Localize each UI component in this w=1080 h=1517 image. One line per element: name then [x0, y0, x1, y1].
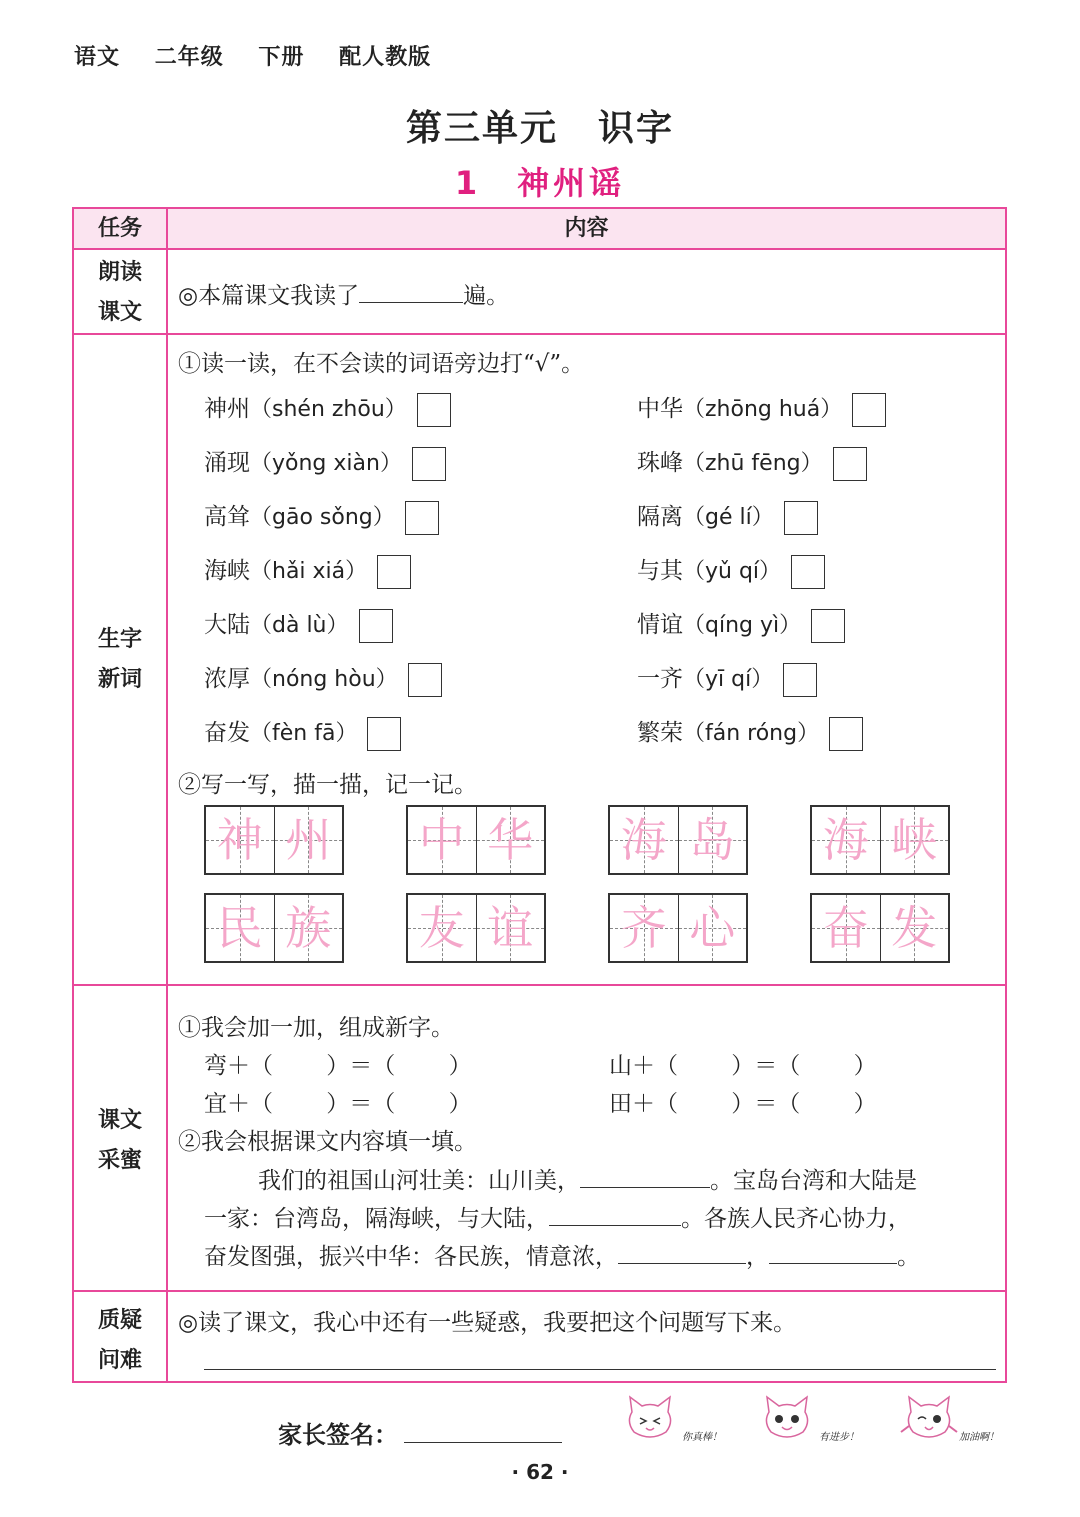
vocab-pinyin: （nóng hòu）	[250, 667, 398, 692]
vocab-hanzi: 隔离	[637, 504, 683, 530]
sticker-caption-1: 你真棒！	[682, 1432, 722, 1443]
tian-grid-cell[interactable]	[881, 895, 949, 961]
unit-name: 第三单元	[405, 108, 558, 149]
vocab-item	[204, 444, 446, 482]
row-label-words-2: 新词	[97, 667, 142, 692]
header-subject: 语文	[74, 45, 121, 70]
fill-text: 奋发图强，振兴中华：各民族，情意浓，	[204, 1244, 618, 1270]
trace-character: 发	[891, 901, 938, 955]
vocab-pinyin: （zhū fēng）	[683, 451, 823, 476]
read-count-line	[178, 277, 509, 310]
vocab-item	[204, 714, 401, 752]
trace-character: 谊	[487, 901, 534, 955]
trace-character: 神	[216, 813, 263, 867]
vocab-hanzi: 涌现	[204, 450, 250, 476]
check-box[interactable]	[829, 717, 863, 751]
tian-grid[interactable]	[608, 893, 748, 963]
vocab-pinyin: （gāo sǒng）	[250, 505, 395, 530]
tian-grid-cell[interactable]	[610, 895, 679, 961]
check-box[interactable]	[412, 447, 446, 481]
gather-instruction-2: ②我会根据课文内容填一填。	[178, 1129, 477, 1155]
check-box[interactable]	[852, 393, 886, 427]
vocab-pinyin: （dà lù）	[250, 613, 349, 638]
check-box[interactable]	[833, 447, 867, 481]
tian-grid[interactable]	[204, 805, 344, 875]
fill-text: 。宝岛台湾和大陆是	[710, 1168, 917, 1194]
vocab-hanzi: 海峡	[204, 558, 250, 584]
row-label-gather-2: 采蜜	[97, 1148, 142, 1173]
header-volume: 下册	[258, 45, 305, 70]
vocab-pinyin: （yǔ qí）	[683, 559, 782, 584]
tian-grid-cell[interactable]	[812, 807, 881, 873]
tian-grid[interactable]	[406, 893, 546, 963]
row-label-read-2: 课文	[97, 300, 142, 325]
vocab-hanzi: 情谊	[637, 612, 683, 638]
header-grade: 二年级	[154, 45, 224, 70]
tian-grid-cell[interactable]	[275, 895, 343, 961]
vocab-hanzi: 神州	[204, 396, 250, 422]
sign-blank[interactable]	[404, 1424, 562, 1443]
fill-line-2	[204, 1200, 911, 1233]
vocab-item	[637, 552, 825, 590]
lesson-name: 神州谣	[517, 164, 626, 202]
vocab-pinyin: （fèn fā）	[250, 721, 358, 746]
vocab-pinyin: （gé lí）	[683, 505, 774, 530]
cat-icon	[620, 1392, 680, 1447]
tian-grid-cell[interactable]	[679, 807, 747, 873]
header-content: 内容	[564, 216, 609, 241]
tian-grid-cell[interactable]	[477, 895, 545, 961]
fill-text: 。各族人民齐心协力，	[681, 1206, 911, 1232]
tian-grid-cell[interactable]	[610, 807, 679, 873]
add-equation-2[interactable]: 山＋（ ）＝（ ）	[609, 1053, 877, 1079]
sticker-caption-3: 加油啊！	[959, 1432, 999, 1443]
trace-character: 中	[418, 813, 465, 867]
vocab-hanzi: 高耸	[204, 504, 250, 530]
read-text-before: ◎本篇课文我读了	[178, 283, 360, 309]
tian-grid[interactable]	[810, 805, 950, 875]
unit-topic: 识字	[598, 108, 675, 149]
doubt-answer-line[interactable]	[204, 1369, 996, 1370]
vocab-item	[637, 606, 845, 644]
fill-text: 一家：台湾岛，隔海峡，与大陆，	[204, 1206, 549, 1232]
row-label-read-1: 朗读	[97, 260, 142, 285]
trace-character: 华	[487, 813, 534, 867]
trace-character: 海	[822, 813, 869, 867]
read-count-blank[interactable]	[359, 284, 463, 303]
vocab-hanzi: 繁荣	[637, 720, 683, 746]
row-label-doubt-2: 问难	[97, 1348, 142, 1373]
gather-instruction-1: ①我会加一加，组成新字。	[178, 1015, 454, 1041]
check-box[interactable]	[405, 501, 439, 535]
fill-blank[interactable]	[618, 1245, 746, 1264]
column-divider	[166, 209, 168, 1381]
book-header	[74, 40, 457, 71]
cat-icon	[897, 1392, 961, 1447]
vocab-hanzi: 一齐	[637, 666, 683, 692]
words-instruction-2: ②写一写，描一描，记一记。	[178, 772, 477, 798]
tian-grid[interactable]	[608, 805, 748, 875]
trace-character: 心	[689, 901, 736, 955]
sticker-cat-2	[757, 1392, 877, 1452]
vocab-hanzi: 与其	[637, 558, 683, 584]
tian-grid[interactable]	[204, 893, 344, 963]
vocab-hanzi: 中华	[637, 396, 683, 422]
trace-character: 齐	[620, 901, 667, 955]
vocab-item	[637, 390, 886, 428]
row-divider	[74, 984, 1005, 986]
vocab-pinyin: （qíng yì）	[683, 613, 802, 638]
vocab-item	[637, 714, 863, 752]
vocab-pinyin: （fán róng）	[683, 721, 820, 746]
row-divider	[74, 1290, 1005, 1292]
check-box[interactable]	[359, 609, 393, 643]
fill-line-1	[258, 1162, 917, 1195]
check-box[interactable]	[791, 555, 825, 589]
fill-text: ，	[746, 1244, 769, 1270]
tian-grid-cell[interactable]	[408, 895, 477, 961]
add-equation-1[interactable]: 弯＋（ ）＝（ ）	[204, 1053, 472, 1079]
lesson-title	[0, 158, 1080, 204]
check-box[interactable]	[811, 609, 845, 643]
sticker-cat-3	[897, 1392, 1017, 1452]
trace-character: 民	[216, 901, 263, 955]
sticker-caption-2: 有进步！	[819, 1432, 859, 1443]
words-instruction-1: ①读一读，在不会读的词语旁边打“√”。	[178, 351, 585, 377]
vocab-item	[204, 660, 442, 698]
header-task: 任务	[97, 216, 142, 241]
vocab-pinyin: （yǒng xiàn）	[250, 451, 402, 476]
trace-character: 州	[285, 813, 332, 867]
worksheet-table	[72, 207, 1007, 1383]
tian-grid-cell[interactable]	[812, 895, 881, 961]
vocab-item	[637, 444, 867, 482]
vocab-item	[204, 390, 451, 428]
check-box[interactable]	[377, 555, 411, 589]
trace-character: 海	[620, 813, 667, 867]
vocab-hanzi: 奋发	[204, 720, 250, 746]
trace-character: 岛	[689, 813, 736, 867]
row-label-gather-1: 课文	[97, 1108, 142, 1133]
trace-character: 族	[285, 901, 332, 955]
vocab-hanzi: 大陆	[204, 612, 250, 638]
fill-line-3	[204, 1238, 920, 1271]
vocab-item	[204, 498, 439, 536]
read-text-after: 遍。	[463, 283, 510, 309]
tian-grid-cell[interactable]	[206, 807, 275, 873]
tian-grid-cell[interactable]	[408, 807, 477, 873]
page-number: · 62 ·	[511, 1460, 569, 1484]
trace-character: 峡	[891, 813, 938, 867]
trace-character: 奋	[822, 901, 869, 955]
fill-text: 。	[897, 1244, 920, 1270]
vocab-item	[204, 606, 393, 644]
tian-grid-cell[interactable]	[881, 807, 949, 873]
tian-grid[interactable]	[406, 805, 546, 875]
vocab-item	[637, 660, 817, 698]
unit-title	[0, 100, 1080, 151]
add-equation-4[interactable]: 田＋（ ）＝（ ）	[609, 1091, 877, 1117]
tian-grid-cell[interactable]	[679, 895, 747, 961]
lesson-number: 1	[454, 164, 482, 202]
vocab-pinyin: （shén zhōu）	[250, 397, 407, 422]
vocab-item	[204, 552, 411, 590]
tian-grid[interactable]	[810, 893, 950, 963]
sticker-cat-1	[620, 1392, 740, 1452]
vocab-hanzi: 浓厚	[204, 666, 250, 692]
check-box[interactable]	[408, 663, 442, 697]
vocab-hanzi: 珠峰	[637, 450, 683, 476]
tian-grid-cell[interactable]	[477, 807, 545, 873]
check-box[interactable]	[784, 501, 818, 535]
fill-text: 我们的祖国山河壮美：山川美，	[258, 1168, 580, 1194]
doubt-text: ◎读了课文，我心中还有一些疑惑，我要把这个问题写下来。	[178, 1310, 797, 1336]
vocab-item	[637, 498, 818, 536]
check-box[interactable]	[367, 717, 401, 751]
tian-grid-cell[interactable]	[275, 807, 343, 873]
tian-grid-cell[interactable]	[206, 895, 275, 961]
sign-label: 家长签名：	[278, 1421, 398, 1449]
parent-signature	[278, 1415, 562, 1450]
row-divider	[74, 333, 1005, 335]
check-box[interactable]	[783, 663, 817, 697]
add-equation-3[interactable]: 宜＋（ ）＝（ ）	[204, 1091, 472, 1117]
row-label-words-1: 生字	[97, 627, 142, 652]
vocab-pinyin: （zhōng huá）	[683, 397, 843, 422]
row-divider	[74, 248, 1005, 250]
vocab-pinyin: （yī qí）	[683, 667, 774, 692]
vocab-pinyin: （hǎi xiá）	[250, 559, 368, 584]
trace-character: 友	[418, 901, 465, 955]
cat-icon	[757, 1392, 817, 1447]
row-label-doubt-1: 质疑	[97, 1308, 142, 1333]
header-edition: 配人教版	[339, 45, 432, 70]
fill-blank[interactable]	[580, 1169, 710, 1188]
fill-blank[interactable]	[549, 1207, 681, 1226]
fill-blank[interactable]	[769, 1245, 897, 1264]
check-box[interactable]	[417, 393, 451, 427]
